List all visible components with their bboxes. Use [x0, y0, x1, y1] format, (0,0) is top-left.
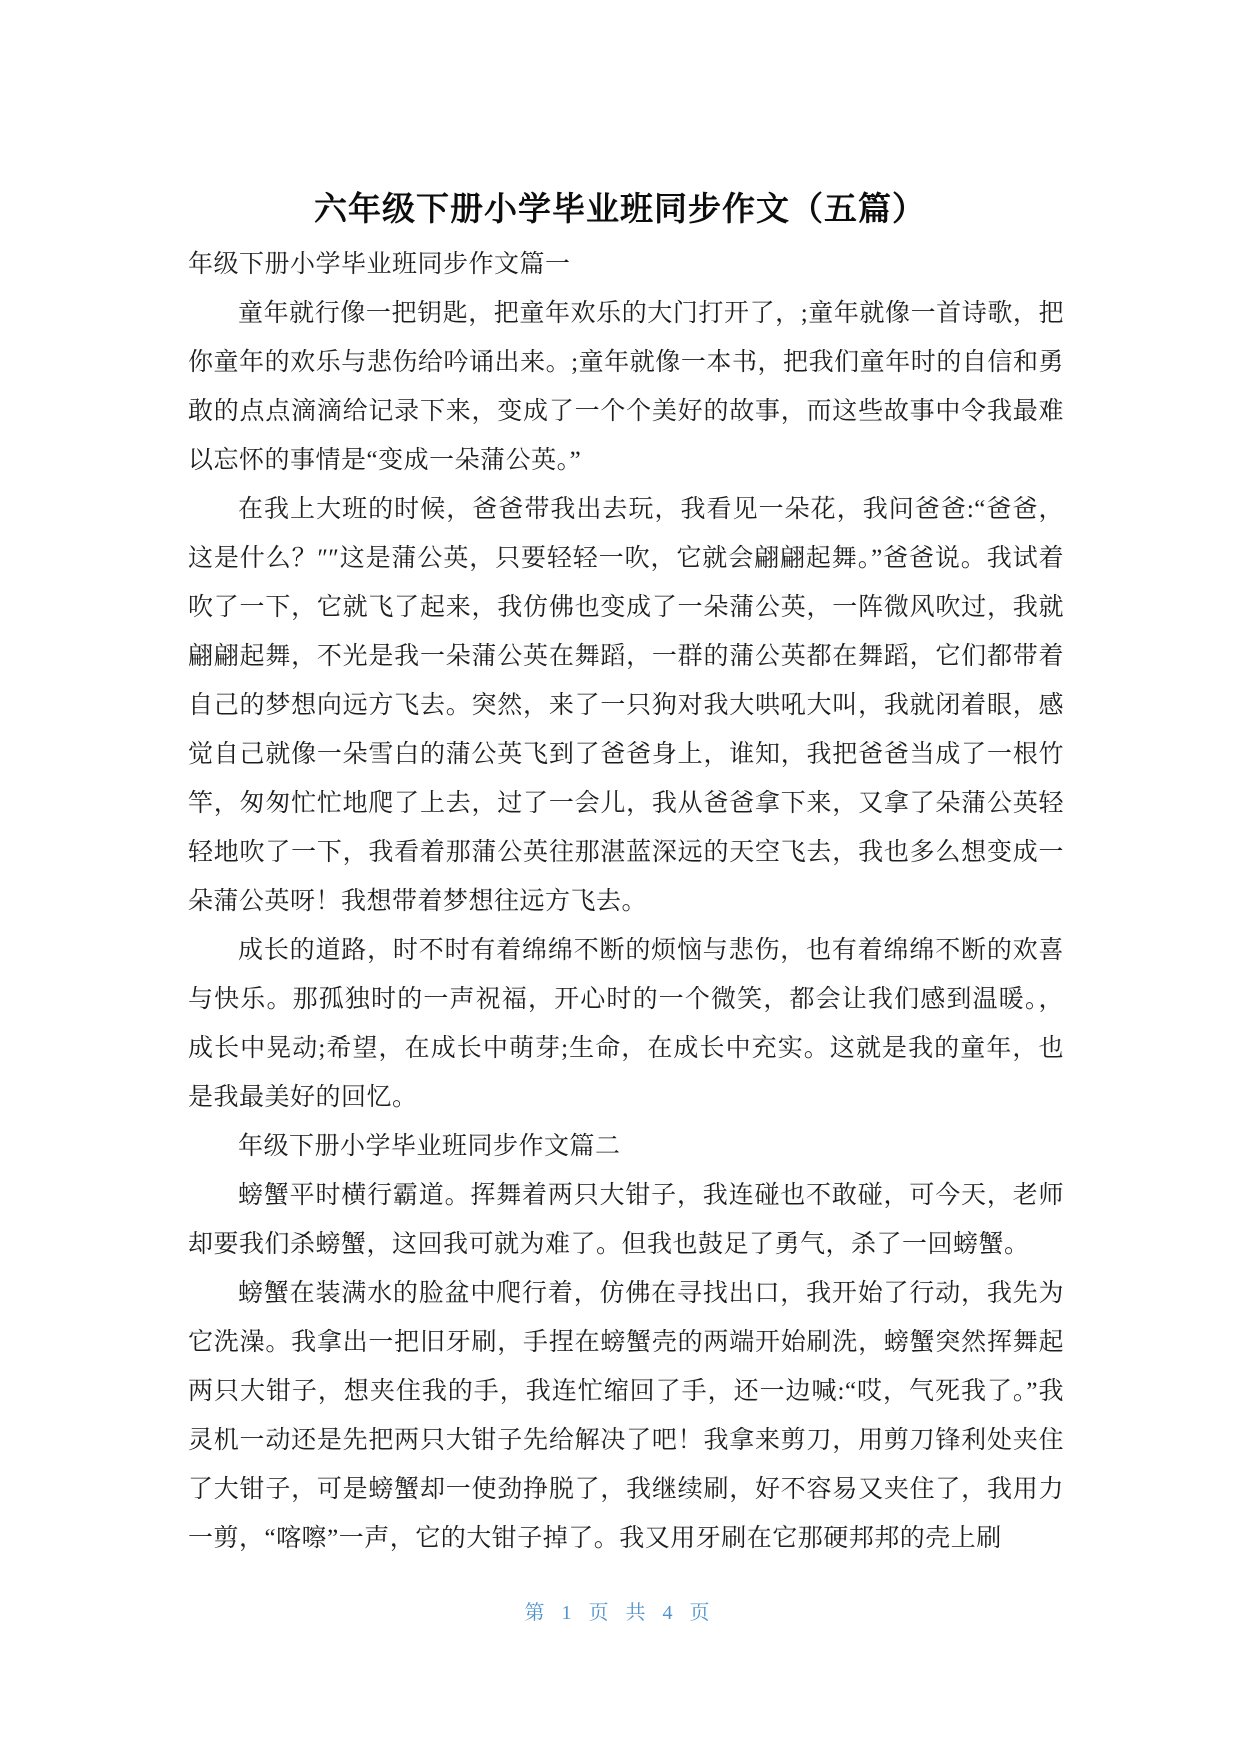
document-title: 六年级下册小学毕业班同步作文（五篇） [314, 190, 926, 227]
body-paragraph-4: 螃蟹平时横行霸道。挥舞着两只大钳子，我连碰也不敢碰，可今天，老师却要我们杀螃蟹，这回我可就为难了。但我也鼓足了勇气，杀了一回螃蟹。 [188, 1182, 1064, 1258]
section-heading-1: 年级下册小学毕业班同步作文篇一 [188, 251, 571, 278]
section-heading-2: 年级下册小学毕业班同步作文篇二 [238, 1133, 621, 1160]
body-paragraph-5: 螃蟹在装满水的脸盆中爬行着，仿佛在寻找出口，我开始了行动，我先为它洗澡。我拿出一把旧牙刷，手捏在螃蟹壳的两端开始刷洗，螃蟹突然挥舞起两只大钳子，想夹住我的手，我连忙缩回了手，还一边喊:“哎，气死我了。”我灵机一动还是先把两只大钳子先给解决了吧！我拿来剪刀，用剪刀锋利处夹住了大钳子，可是螃蟹却一使劲挣脱了，我继续刷，好不容易又夹住了，我用力一剪，“喀嚓”一声，它的大钳子掉了。我又用牙刷在它那硬邦邦的壳上刷 [188, 1280, 1064, 1552]
document-body [188, 240, 1064, 1563]
body-paragraph-3: 成长的道路，时不时有着绵绵不断的烦恼与悲伤，也有着绵绵不断的欢喜与快乐。那孤独时的一声祝福，开心时的一个微笑，都会让我们感到温暖。，成长中晃动;希望，在成长中萌芽;生命，在成长中充实。这就是我的童年，也是我最美好的回忆。 [188, 937, 1064, 1111]
page-number-footer: 第 1 页 共 4 页 [524, 1602, 716, 1624]
body-paragraph-1: 童年就行像一把钥匙，把童年欢乐的大门打开了，;童年就像一首诗歌，把你童年的欢乐与悲伤给吟诵出来。;童年就像一本书，把我们童年时的自信和勇敢的点点滴滴给记录下来，变成了一个个美好的故事，而这些故事中令我最难以忘怀的事情是“变成一朵蒲公英。” [188, 300, 1064, 474]
body-paragraph-2: 在我上大班的时候，爸爸带我出去玩，我看见一朵花，我问爸爸:“爸爸，这是什么？″″这是蒲公英，只要轻轻一吹，它就会翩翩起舞。”爸爸说。我试着吹了一下，它就飞了起来，我仿佛也变成了一朵蒲公英，一阵微风吹过，我就翩翩起舞，不光是我一朵蒲公英在舞蹈，一群的蒲公英都在舞蹈，它们都带着自己的梦想向远方飞去。突然，来了一只狗对我大哄吼大叫，我就闭着眼，感觉自己就像一朵雪白的蒲公英飞到了爸爸身上，谁知，我把爸爸当成了一根竹竿，匆匆忙忙地爬了上去，过了一会儿，我从爸爸拿下来，又拿了朵蒲公英轻轻地吹了一下，我看着那蒲公英往那湛蓝深远的天空飞去，我也多么想变成一朵蒲公英呀！我想带着梦想往远方飞去。 [188, 496, 1064, 915]
